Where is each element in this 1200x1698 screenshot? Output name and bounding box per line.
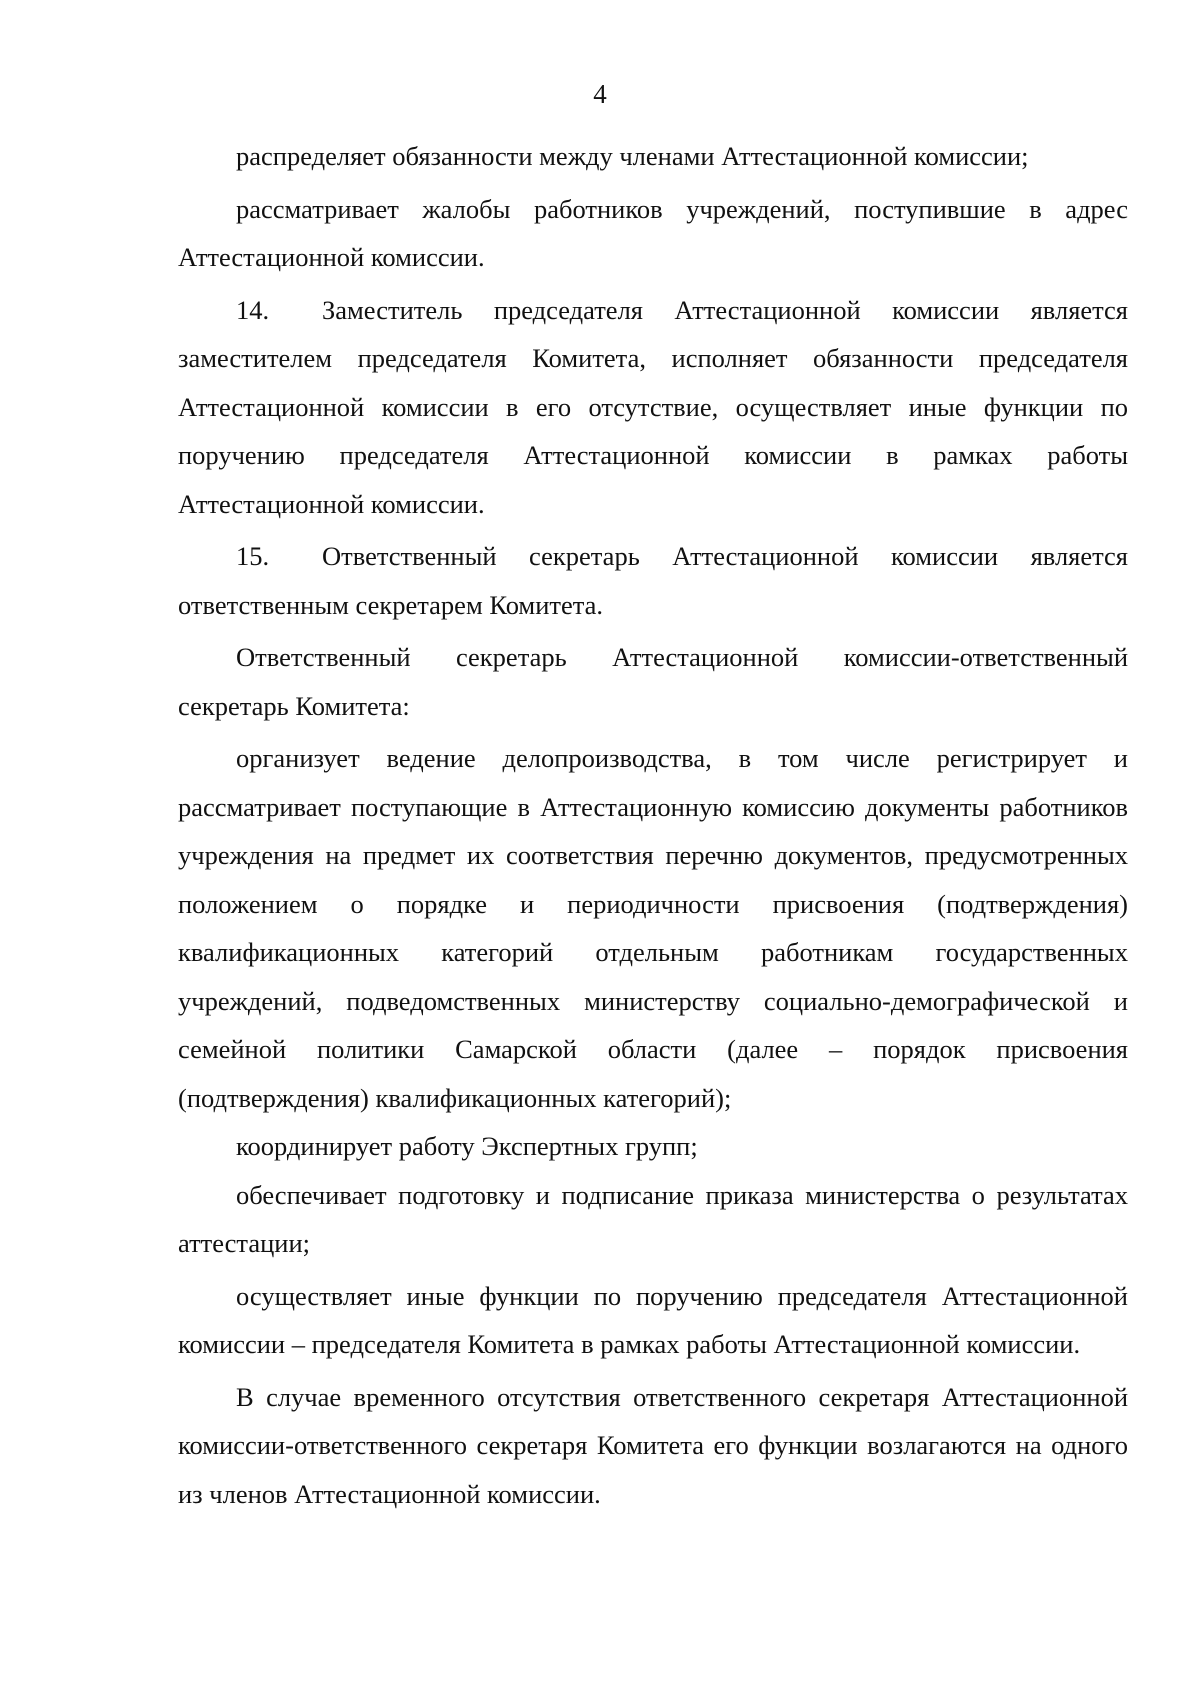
paragraph-coordinates-groups — [178, 1122, 1128, 1171]
paragraph-ensures-order — [178, 1171, 1128, 1268]
paragraph-organizes-records — [178, 734, 1128, 1122]
paragraph-temporary-absence — [178, 1373, 1128, 1519]
paragraph-text: рассматривает жалобы работников учреждений, поступившие в адрес Аттестационной комиссии. — [178, 193, 1128, 272]
paragraph-15-executive-secretary — [178, 532, 1128, 629]
paragraph-text: организует ведение делопроизводства, в том числе регистрирует и рассматривает поступающие в Аттестационную комиссию документы работников учреждения на предмет их соответствия перечню документов, предусмотренных положением о порядке и периодичности присвоения (подтверждения) квалификационных категорий отдельным работникам государственных учреждений, подведомственных министерству социально-демографической и семейной политики Самарской области (далее – порядок присвоения (подтверждения) квалификационных категорий); — [178, 743, 1128, 1113]
paragraph-text: Ответственный секретарь Аттестационной комиссии-ответственный секретарь Комитета: — [178, 642, 1128, 721]
paragraph-text: Заместитель председателя Аттестационной комиссии является заместителем председателя Комитета, исполняет обязанности председателя Аттестационной комиссии в его отсутствие, осуществляет иные функции по поручению председателя Аттестационной комиссии в рамках работы Аттестационной комиссии. — [178, 294, 1128, 519]
paragraph-other-functions — [178, 1272, 1128, 1369]
paragraph-number: 14. — [236, 294, 270, 325]
paragraph-14-deputy-chairman — [178, 286, 1128, 529]
paragraph-text: Ответственный секретарь Аттестационной комиссии является ответственным секретарем Комитета. — [178, 541, 1128, 620]
paragraph-reviews-complaints — [178, 185, 1128, 282]
paragraph-text: координирует работу Экспертных групп; — [236, 1131, 698, 1161]
paragraph-distributes-duties — [178, 132, 1128, 181]
paragraph-text: распределяет обязанности между членами Аттестационной комиссии; — [236, 141, 1029, 171]
paragraph-text: осуществляет иные функции по поручению председателя Аттестационной комиссии – председателя Комитета в рамках работы Аттестационной комиссии. — [178, 1280, 1128, 1359]
paragraph-text: обеспечивает подготовку и подписание приказа министерства о результатах аттестации; — [178, 1179, 1128, 1258]
paragraph-secretary-intro — [178, 633, 1128, 730]
paragraph-text: В случае временного отсутствия ответственного секретаря Аттестационной комиссии-ответственного секретаря Комитета его функции возлагаются на одного из членов Аттестационной комиссии. — [178, 1381, 1128, 1509]
document-body — [178, 132, 1128, 1518]
page-number: 4 — [593, 79, 607, 109]
paragraph-number: 15. — [236, 541, 270, 571]
